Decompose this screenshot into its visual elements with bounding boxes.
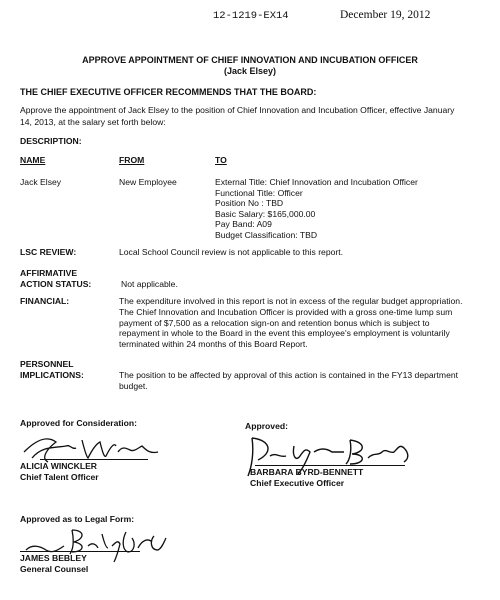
financial-line: payment of $7,500 as a relocation sign-on and retention bonus which is subject to <box>119 317 430 328</box>
legal-title: General Counsel <box>20 564 89 574</box>
personnel-implications-label <box>20 359 84 380</box>
intro-line: Approve the appointment of Jack Elsey to the position of Chief Innovation and Incubation Officer, effective January <box>20 105 455 115</box>
from-column-header: FROM <box>119 155 145 165</box>
consideration-title: Chief Talent Officer <box>20 472 99 482</box>
to-detail-line: Basic Salary: $165,000.00 <box>215 208 316 219</box>
consideration-signature-line <box>40 459 148 460</box>
affirmative-action-text: Not applicable. <box>121 279 178 289</box>
personnel-label-line: IMPLICATIONS: <box>20 369 84 380</box>
financial-paragraph <box>119 296 462 350</box>
legal-signature-line <box>20 551 140 552</box>
personnel-line: The position to be affected by approval of this action is contained in the FY13 department <box>119 370 459 380</box>
financial-label: FINANCIAL: <box>20 296 70 306</box>
to-details <box>215 177 418 241</box>
legal-heading: Approved as to Legal Form: <box>20 514 135 524</box>
document-title: APPROVE APPOINTMENT OF CHIEF INNOVATION AND INCUBATION OFFICER <box>82 55 418 65</box>
description-label: DESCRIPTION: <box>20 136 82 146</box>
document-number: 12-1219-EX14 <box>213 10 289 22</box>
to-detail-line: Functional Title: Officer <box>215 187 303 198</box>
legal-name: JAMES BEBLEY <box>20 553 87 563</box>
financial-line: The expenditure involved in this report is not in excess of the regular budget appropriation. <box>119 296 463 306</box>
consideration-heading: Approved for Consideration: <box>20 418 137 428</box>
document-date: December 19, 2012 <box>340 9 431 21</box>
approved-title: Chief Executive Officer <box>250 478 345 488</box>
to-detail-line: Position No : TBD <box>215 198 284 209</box>
affirmative-label-line: AFFIRMATIVE <box>20 268 78 278</box>
employee-name: Jack Elsey <box>20 177 62 187</box>
lsc-review-label: LSC REVIEW: <box>20 247 77 257</box>
financial-line: The Chief Innovation and Incubation Officer is provided with a gross one-time lump sum <box>119 306 453 317</box>
personnel-line: budget. <box>119 380 148 391</box>
affirmative-label-line: ACTION STATUS: <box>20 278 92 289</box>
recommends-heading: THE CHIEF EXECUTIVE OFFICER RECOMMENDS THAT THE BOARD: <box>20 87 317 97</box>
to-detail-line: Pay Band: A09 <box>215 219 272 230</box>
intro-paragraph <box>20 105 454 128</box>
affirmative-action-label <box>20 268 91 289</box>
to-detail-line: External Title: Chief Innovation and Incubation Officer <box>215 177 418 187</box>
approved-signature-line <box>255 465 405 466</box>
financial-line: terminated within 24 months of this Board Report. <box>119 339 308 350</box>
personnel-label-line: PERSONNEL <box>20 359 74 369</box>
name-column-header: NAME <box>20 155 46 165</box>
approved-heading: Approved: <box>245 421 288 431</box>
from-value: New Employee <box>119 177 177 187</box>
intro-line: 14, 2013, at the salary set forth below: <box>20 116 166 127</box>
lsc-review-text: Local School Council review is not applicable to this report. <box>119 247 344 257</box>
document-subtitle: (Jack Elsey) <box>223 66 277 76</box>
personnel-paragraph <box>119 370 458 392</box>
approved-name: BARBARA BYRD-BENNETT <box>250 467 364 477</box>
consideration-name: ALICIA WINCKLER <box>20 461 98 471</box>
financial-line: repayment in whole to the Board in the event this employee's employment is voluntarily <box>119 328 450 339</box>
to-detail-line: Budget Classification: TBD <box>215 229 318 240</box>
to-column-header: TO <box>215 155 227 165</box>
